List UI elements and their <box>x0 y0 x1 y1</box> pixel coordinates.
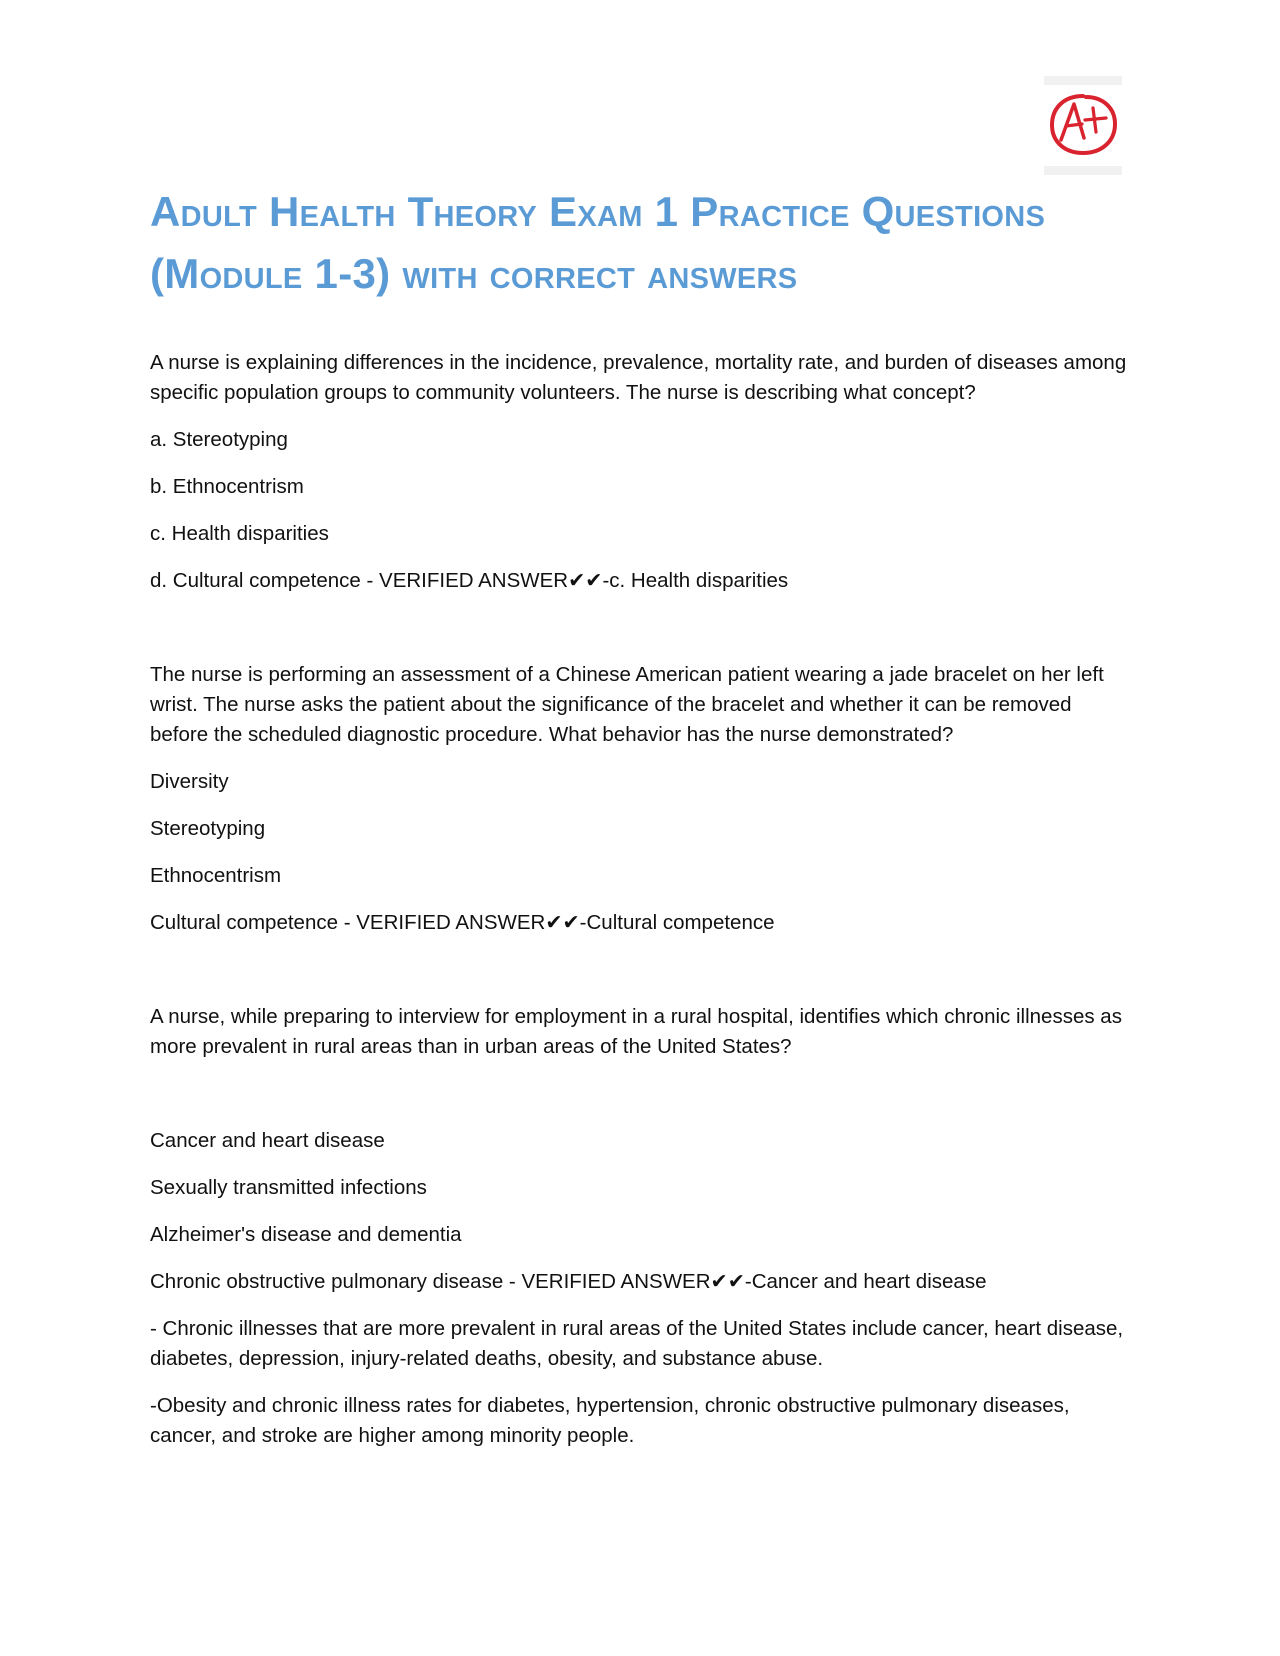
grade-a-plus-icon <box>1046 90 1120 160</box>
question-prompt: A nurse, while preparing to interview for employment in a rural hospital, identifies which chronic illnesses as more prevalent in rural areas than in urban areas of the United States? <box>150 1005 1122 1058</box>
question-spacer <box>150 955 1135 1002</box>
question-prompt: The nurse is performing an assessment of a Chinese American patient wearing a jade bracelet on her left wrist. The nurse asks the patient about the significance of the bracelet and whether it can be removed before the scheduled diagnostic procedure. What behavior has the nurse demonstrated? <box>150 663 1104 746</box>
question-spacer <box>150 613 1135 660</box>
rationale-note: - Chronic illnesses that are more prevalent in rural areas of the United States include cancer, heart disease, diabetes, depression, injury-related deaths, obesity, and substance abuse. <box>150 1317 1124 1370</box>
question-prompt: A nurse is explaining differences in the incidence, prevalence, mortality rate, and burden of diseases among specific population groups to community volunteers. The nurse is describing what concept? <box>150 351 1127 404</box>
answer-option-verified: d. Cultural competence - VERIFIED ANSWER✔✔-c. Health disparities <box>150 569 789 592</box>
question-1 <box>150 348 1135 596</box>
answer-option: Ethnocentrism <box>150 864 282 887</box>
answer-option: b. Ethnocentrism <box>150 475 304 498</box>
stamp-frame-top <box>1044 76 1122 85</box>
prompt-spacer <box>150 1079 1135 1126</box>
answer-option: a. Stereotyping <box>150 428 288 451</box>
question-2 <box>150 660 1135 938</box>
answer-option: Cancer and heart disease <box>150 1129 385 1152</box>
question-3 <box>150 1002 1135 1451</box>
answer-option: Alzheimer's disease and dementia <box>150 1223 462 1246</box>
document-title: Adult Health Theory Exam 1 Practice Questions (Module 1-3) with correct answers <box>150 188 1046 297</box>
grade-stamp <box>1044 76 1122 176</box>
stamp-frame-bottom <box>1044 166 1122 175</box>
rationale-note: -Obesity and chronic illness rates for diabetes, hypertension, chronic obstructive pulmonary diseases, cancer, and stroke are higher among minority people. <box>150 1394 1070 1447</box>
answer-option: Sexually transmitted infections <box>150 1176 427 1199</box>
answer-option: Diversity <box>150 770 229 793</box>
answer-option-verified: Cultural competence - VERIFIED ANSWER✔✔-Cultural competence <box>150 911 775 934</box>
answer-option: c. Health disparities <box>150 522 329 545</box>
answer-option-verified: Chronic obstructive pulmonary disease - VERIFIED ANSWER✔✔-Cancer and heart disease <box>150 1270 987 1293</box>
document-body <box>150 348 1135 1468</box>
answer-option: Stereotyping <box>150 817 266 840</box>
